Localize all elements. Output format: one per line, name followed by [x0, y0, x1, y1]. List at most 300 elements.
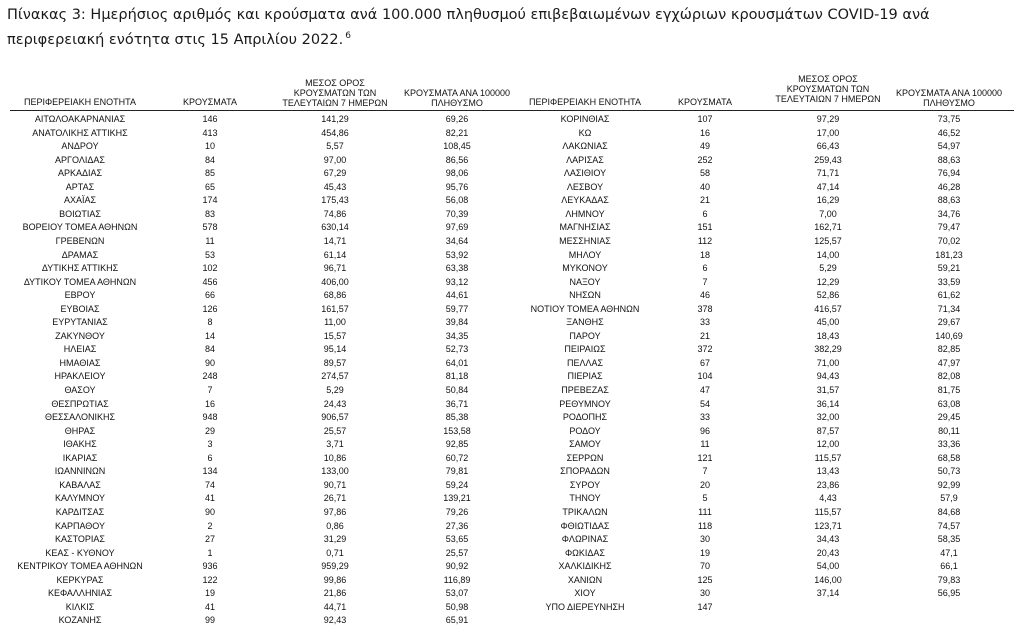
- per100k-cell: 71,34: [937, 303, 961, 314]
- header-cases-left: ΚΡΟΥΣΜΑΤΑ: [183, 97, 237, 107]
- unit-name-cell: ΠΕΙΡΑΙΩΣ: [564, 344, 606, 355]
- avg7-cell: 26,71: [323, 493, 347, 504]
- per100k-cell: 27,36: [445, 520, 469, 531]
- unit-name-cell: ΛΑΡΙΣΑΣ: [566, 154, 604, 165]
- table-row: [0, 154, 1024, 168]
- avg7-cell: 14,00: [816, 249, 840, 260]
- unit-name-cell: ΧΑΛΚΙΔΙΚΗΣ: [558, 561, 612, 572]
- per100k-cell: 56,95: [937, 588, 961, 599]
- cases-cell: 21: [699, 195, 710, 206]
- cases-cell: 118: [697, 520, 713, 531]
- cases-cell: 99: [204, 615, 215, 626]
- per100k-cell: 84,68: [937, 506, 961, 517]
- table-row: [0, 384, 1024, 398]
- table-row: [0, 113, 1024, 127]
- table-row: [0, 520, 1024, 534]
- table-row: [0, 303, 1024, 317]
- per100k-cell: 46,52: [937, 127, 961, 138]
- cases-cell: 378: [697, 303, 713, 314]
- avg7-cell: 454,86: [321, 127, 349, 138]
- unit-name-cell: ΘΑΣΟΥ: [64, 385, 96, 395]
- per100k-cell: 34,35: [445, 330, 469, 341]
- table-row: [0, 560, 1024, 574]
- avg7-cell: 161,57: [321, 303, 349, 314]
- unit-name-cell: ΘΕΣΠΡΩΤΙΑΣ: [51, 398, 109, 409]
- cases-cell: 11: [700, 439, 710, 450]
- cases-cell: 84: [204, 154, 215, 165]
- table-row: [0, 343, 1024, 357]
- avg7-cell: 37,14: [816, 588, 840, 599]
- cases-cell: 19: [204, 588, 215, 599]
- table-row: [0, 127, 1024, 141]
- avg7-cell: 146,00: [814, 574, 842, 585]
- table-row: [0, 587, 1024, 601]
- cases-cell: 41: [204, 601, 215, 612]
- per100k-cell: 93,12: [445, 276, 469, 287]
- per100k-cell: 88,63: [937, 195, 961, 206]
- table-row: [0, 181, 1024, 195]
- header-per100k-right: ΚΡΟΥΣΜΑΤΑ ΑΝΑ 100000 ΠΛΗΘΥΣΜΟ: [896, 88, 1002, 108]
- unit-name-cell: ΛΑΚΩΝΙΑΣ: [562, 141, 608, 152]
- avg7-cell: 959,29: [321, 561, 349, 572]
- avg7-cell: 71,00: [816, 357, 840, 368]
- unit-name-cell: ΑΝΑΤΟΛΙΚΗΣ ΑΤΤΙΚΗΣ: [32, 127, 128, 138]
- cases-cell: 85: [204, 168, 215, 179]
- avg7-cell: 25,57: [323, 425, 347, 436]
- avg7-cell: 34,43: [816, 534, 840, 545]
- unit-name-cell: ΜΥΚΟΝΟΥ: [562, 263, 608, 274]
- avg7-cell: 14,71: [323, 235, 347, 246]
- unit-name-cell: ΚΑΣΤΟΡΙΑΣ: [55, 534, 105, 545]
- per100k-cell: 63,38: [445, 263, 469, 274]
- unit-name-cell: ΚΑΛΥΜΝΟΥ: [54, 493, 106, 504]
- unit-name-cell: ΕΥΒΟΙΑΣ: [60, 303, 100, 314]
- per100k-cell: 58,35: [937, 534, 961, 545]
- per100k-cell: 50,73: [937, 466, 961, 477]
- unit-name-cell: ΚΟΡΙΝΘΙΑΣ: [560, 114, 610, 124]
- cases-cell: 174: [202, 195, 218, 206]
- cases-cell: 151: [697, 222, 713, 233]
- unit-name-cell: ΓΡΕΒΕΝΩΝ: [55, 235, 105, 246]
- table-row: [0, 479, 1024, 493]
- table-row: [0, 533, 1024, 547]
- avg7-cell: 0,86: [326, 520, 344, 531]
- unit-name-cell: ΠΕΛΛΑΣ: [566, 357, 604, 368]
- unit-name-cell: ΛΑΣΙΘΙΟΥ: [563, 168, 607, 179]
- table-row: [0, 330, 1024, 344]
- avg7-cell: 5,29: [326, 385, 344, 395]
- cases-cell: 27: [204, 534, 215, 545]
- table-row: [0, 601, 1024, 615]
- per100k-cell: 34,64: [445, 235, 469, 246]
- avg7-cell: 44,71: [323, 601, 347, 612]
- unit-name-cell: ΒΟΙΩΤΙΑΣ: [59, 208, 101, 219]
- avg7-cell: 21,86: [323, 588, 347, 599]
- table-row: [0, 370, 1024, 384]
- cases-cell: 65: [204, 181, 215, 192]
- avg7-cell: 5,57: [326, 141, 344, 152]
- avg7-cell: 115,57: [814, 452, 842, 463]
- unit-name-cell: ΡΕΘΥΜΝΟΥ: [559, 398, 611, 409]
- avg7-cell: 15,57: [323, 330, 347, 341]
- avg7-cell: 94,43: [816, 371, 840, 382]
- per100k-cell: 79,83: [937, 574, 961, 585]
- header-avg7-left: ΜΕΣΟΣ ΟΡΟΣ ΚΡΟΥΣΜΑΤΩΝ ΤΩΝ ΤΕΛΕΥΤΑΙΩΝ 7 ΗΜΕΡΩΝ: [282, 78, 388, 108]
- per100k-cell: 50,84: [445, 385, 469, 395]
- cases-cell: 16: [699, 127, 710, 138]
- header-per100k-left: ΚΡΟΥΣΜΑΤΑ ΑΝΑ 100000 ΠΛΗΘΥΣΜΟ: [404, 88, 510, 108]
- avg7-cell: 406,00: [321, 276, 349, 287]
- per100k-cell: 79,26: [445, 506, 469, 517]
- avg7-cell: 3,71: [326, 439, 344, 450]
- unit-name-cell: ΒΟΡΕΙΟΥ ΤΟΜΕΑ ΑΘΗΝΩΝ: [22, 222, 138, 233]
- cases-cell: 112: [697, 235, 713, 246]
- cases-cell: 104: [697, 371, 713, 382]
- unit-name-cell: ΚΑΡΔΙΤΣΑΣ: [55, 506, 105, 517]
- cases-cell: 10: [204, 141, 215, 152]
- unit-name-cell: ΚΕΑΣ - ΚΥΘΝΟΥ: [45, 547, 115, 558]
- table-row: [0, 438, 1024, 452]
- per100k-cell: 52,73: [445, 344, 469, 355]
- table-row: [0, 289, 1024, 303]
- unit-name-cell: ΜΑΓΝΗΣΙΑΣ: [559, 222, 611, 233]
- avg7-cell: 7,00: [819, 208, 837, 219]
- cases-cell: 1: [207, 547, 213, 558]
- avg7-cell: 36,14: [816, 398, 840, 409]
- cases-cell: 3: [207, 439, 213, 450]
- table-row: [0, 357, 1024, 371]
- per100k-cell: 108,45: [443, 141, 471, 152]
- per100k-cell: 29,67: [937, 317, 961, 328]
- cases-cell: 252: [697, 154, 713, 165]
- cases-cell: 54: [699, 398, 710, 409]
- table-row: [0, 547, 1024, 561]
- unit-name-cell: ΣΕΡΡΩΝ: [566, 452, 604, 463]
- avg7-cell: 12,00: [816, 439, 840, 450]
- cases-cell: 125: [697, 574, 713, 585]
- unit-name-cell: ΙΘΑΚΗΣ: [63, 439, 97, 450]
- header-unit-left: ΠΕΡΙΦΕΡΕΙΑΚΗ ΕΝΟΤΗΤΑ: [23, 97, 137, 107]
- header-rule: [10, 110, 1014, 111]
- per100k-cell: 70,39: [445, 208, 469, 219]
- avg7-cell: 92,43: [323, 615, 347, 626]
- cases-cell: 46: [699, 290, 710, 301]
- avg7-cell: 23,86: [816, 479, 840, 490]
- unit-name-cell: ΖΑΚΥΝΘΟΥ: [55, 330, 105, 341]
- cases-cell: 107: [697, 114, 713, 124]
- cases-cell: 102: [202, 263, 218, 274]
- per100k-cell: 76,94: [937, 168, 961, 179]
- cases-cell: 58: [699, 168, 710, 179]
- avg7-cell: 11,00: [324, 317, 346, 328]
- cases-cell: 7: [702, 466, 708, 477]
- avg7-cell: 18,43: [816, 330, 840, 341]
- cases-cell: 29: [204, 425, 215, 436]
- caption-text: Πίνακας 3: Ημερήσιος αριθμός και κρούσματα ανά 100.000 πληθυσμού επιβεβαιωμένων εγχώριων κρουσμάτων COVID-19 ανά περιφερειακή ενότητα στις 15 Απριλίου 2022.: [7, 7, 930, 48]
- unit-name-cell: ΥΠΟ ΔΙΕΡΕΥΝΗΣΗ: [545, 601, 625, 612]
- avg7-cell: 259,43: [814, 154, 842, 165]
- per100k-cell: 29,45: [937, 412, 961, 423]
- avg7-cell: 74,86: [323, 208, 347, 219]
- table-row: [0, 276, 1024, 290]
- unit-name-cell: ΚΟΖΑΝΗΣ: [58, 615, 102, 626]
- unit-name-cell: ΙΩΑΝΝΙΝΩΝ: [54, 466, 106, 477]
- per100k-cell: 81,75: [937, 385, 961, 395]
- per100k-cell: 57,9: [940, 493, 958, 504]
- avg7-cell: 10,86: [323, 452, 347, 463]
- cases-cell: 70: [699, 561, 710, 572]
- table-caption: [7, 5, 1017, 51]
- cases-cell: 6: [702, 208, 708, 219]
- avg7-cell: 96,71: [323, 263, 347, 274]
- cases-cell: 20: [699, 479, 710, 490]
- avg7-cell: 125,57: [814, 235, 842, 246]
- table-row: [0, 316, 1024, 330]
- avg7-cell: 141,29: [321, 114, 349, 124]
- per100k-cell: 86,56: [445, 154, 469, 165]
- per100k-cell: 70,02: [937, 235, 961, 246]
- avg7-cell: 31,57: [816, 385, 840, 395]
- cases-cell: 40: [699, 181, 710, 192]
- unit-name-cell: ΝΑΞΟΥ: [569, 276, 601, 287]
- per100k-cell: 85,38: [445, 412, 469, 423]
- per100k-cell: 54,97: [937, 141, 961, 152]
- per100k-cell: 53,92: [445, 249, 469, 260]
- cases-cell: 11: [205, 235, 215, 246]
- avg7-cell: 4,43: [819, 493, 837, 504]
- avg7-cell: 52,86: [816, 290, 840, 301]
- cases-cell: 578: [202, 222, 218, 233]
- per100k-cell: 92,85: [445, 439, 469, 450]
- table-row: [0, 235, 1024, 249]
- per100k-cell: 60,72: [445, 452, 469, 463]
- avg7-cell: 0,71: [326, 547, 344, 558]
- unit-name-cell: ΚΙΛΚΙΣ: [65, 601, 95, 612]
- avg7-cell: 5,29: [819, 263, 837, 274]
- unit-name-cell: ΗΛΕΙΑΣ: [63, 344, 97, 355]
- header-cases-right: ΚΡΟΥΣΜΑΤΑ: [678, 97, 732, 107]
- header-avg7-right: ΜΕΣΟΣ ΟΡΟΣ ΚΡΟΥΣΜΑΤΩΝ ΤΩΝ ΤΕΛΕΥΤΑΙΩΝ 7 ΗΜΕΡΩΝ: [775, 74, 881, 104]
- unit-name-cell: ΚΑΒΑΛΑΣ: [59, 479, 101, 490]
- unit-name-cell: ΚΕΡΚΥΡΑΣ: [56, 574, 104, 585]
- per100k-cell: 44,61: [445, 290, 469, 301]
- per100k-cell: 140,69: [935, 330, 963, 341]
- avg7-cell: 175,43: [321, 195, 349, 206]
- unit-name-cell: ΗΜΑΘΙΑΣ: [59, 357, 101, 368]
- unit-name-cell: ΔΡΑΜΑΣ: [61, 249, 99, 260]
- per100k-cell: 33,59: [937, 276, 961, 287]
- cases-cell: 5: [702, 493, 708, 504]
- avg7-cell: 45,00: [816, 317, 840, 328]
- per100k-cell: 95,76: [445, 181, 469, 192]
- cases-cell: 456: [202, 276, 218, 287]
- table-row: [0, 249, 1024, 263]
- table-row: [0, 425, 1024, 439]
- avg7-cell: 97,00: [323, 154, 347, 165]
- header-unit-right: ΠΕΡΙΦΕΡΕΙΑΚΗ ΕΝΟΤΗΤΑ: [528, 97, 642, 107]
- per100k-cell: 63,08: [937, 398, 961, 409]
- avg7-cell: 31,29: [323, 534, 347, 545]
- cases-cell: 16: [204, 398, 215, 409]
- table-row: [0, 452, 1024, 466]
- unit-name-cell: ΦΛΩΡΙΝΑΣ: [561, 534, 609, 545]
- per100k-cell: 74,57: [937, 520, 961, 531]
- cases-cell: 90: [204, 506, 215, 517]
- table-row: [0, 465, 1024, 479]
- cases-cell: 248: [202, 371, 218, 382]
- avg7-cell: 95,14: [323, 344, 347, 355]
- avg7-cell: 13,43: [816, 466, 840, 477]
- cases-cell: 948: [202, 412, 218, 423]
- unit-name-cell: ΛΕΥΚΑΔΑΣ: [561, 195, 609, 206]
- unit-name-cell: ΑΡΚΑΔΙΑΣ: [57, 168, 103, 179]
- table-row: [0, 262, 1024, 276]
- avg7-cell: 115,57: [814, 506, 842, 517]
- per100k-cell: 59,21: [937, 263, 961, 274]
- unit-name-cell: ΛΕΣΒΟΥ: [566, 181, 604, 192]
- unit-name-cell: ΑΡΓΟΛΙΔΑΣ: [55, 154, 105, 165]
- unit-name-cell: ΝΗΣΩΝ: [569, 290, 601, 301]
- cases-cell: 146: [202, 114, 218, 124]
- avg7-cell: 274,57: [321, 371, 349, 382]
- per100k-cell: 98,06: [445, 168, 469, 179]
- unit-name-cell: ΚΕΝΤΡΙΚΟΥ ΤΟΜΕΑ ΑΘΗΝΩΝ: [17, 561, 143, 572]
- unit-name-cell: ΦΘΙΩΤΙΔΑΣ: [560, 520, 610, 531]
- cases-cell: 147: [697, 601, 713, 612]
- unit-name-cell: ΕΒΡΟΥ: [64, 290, 96, 301]
- cases-cell: 134: [202, 466, 218, 477]
- per100k-cell: 90,92: [445, 561, 469, 572]
- avg7-cell: 99,86: [323, 574, 347, 585]
- avg7-cell: 68,86: [323, 290, 347, 301]
- per100k-cell: 79,81: [445, 466, 469, 477]
- cases-cell: 14: [204, 330, 215, 341]
- unit-name-cell: ΗΡΑΚΛΕΙΟΥ: [54, 371, 106, 382]
- cases-cell: 96: [699, 425, 710, 436]
- cases-cell: 21: [699, 330, 710, 341]
- cases-cell: 41: [204, 493, 215, 504]
- unit-name-cell: ΚΑΡΠΑΘΟΥ: [54, 520, 106, 531]
- per100k-cell: 181,23: [935, 249, 963, 260]
- avg7-cell: 54,00: [816, 561, 840, 572]
- avg7-cell: 87,57: [816, 425, 840, 436]
- per100k-cell: 47,97: [937, 357, 961, 368]
- per100k-cell: 80,11: [938, 425, 960, 436]
- per100k-cell: 59,24: [445, 479, 469, 490]
- cases-cell: 372: [697, 344, 713, 355]
- avg7-cell: 45,43: [323, 181, 347, 192]
- table-row: [0, 574, 1024, 588]
- avg7-cell: 133,00: [321, 466, 349, 477]
- unit-name-cell: ΚΕΦΑΛΛΗΝΙΑΣ: [47, 588, 113, 599]
- per100k-cell: 25,57: [445, 547, 469, 558]
- unit-name-cell: ΚΩ: [578, 127, 592, 138]
- unit-name-cell: ΕΥΡΥΤΑΝΙΑΣ: [52, 317, 108, 328]
- per100k-cell: 81,18: [445, 371, 469, 382]
- unit-name-cell: ΣΑΜΟΥ: [569, 439, 601, 450]
- cases-cell: 30: [699, 534, 710, 545]
- cases-cell: 67: [699, 357, 710, 368]
- per100k-cell: 39,84: [445, 317, 469, 328]
- unit-name-cell: ΧΙΟΥ: [574, 588, 596, 599]
- avg7-cell: 32,00: [816, 412, 840, 423]
- unit-name-cell: ΛΗΜΝΟΥ: [565, 208, 605, 219]
- unit-name-cell: ΠΑΡΟΥ: [569, 330, 601, 341]
- table-row: [0, 208, 1024, 222]
- cases-cell: 122: [202, 574, 218, 585]
- cases-cell: 8: [207, 317, 213, 328]
- avg7-cell: 67,29: [323, 168, 347, 179]
- unit-name-cell: ΧΑΝΙΩΝ: [567, 574, 603, 585]
- unit-name-cell: ΑΝΔΡΟΥ: [61, 141, 99, 152]
- cases-cell: 49: [699, 141, 710, 152]
- cases-cell: 30: [699, 588, 710, 599]
- table-row: [0, 506, 1024, 520]
- per100k-cell: 153,58: [443, 425, 471, 436]
- per100k-cell: 66,1: [940, 561, 958, 572]
- cases-cell: 2: [207, 520, 213, 531]
- per100k-cell: 53,65: [445, 534, 469, 545]
- avg7-cell: 24,43: [323, 398, 347, 409]
- cases-cell: 6: [702, 263, 708, 274]
- cases-cell: 53: [204, 249, 215, 260]
- avg7-cell: 61,14: [323, 249, 347, 260]
- table-row: [0, 140, 1024, 154]
- unit-name-cell: ΤΗΝΟΥ: [569, 493, 601, 504]
- per100k-cell: 82,21: [445, 127, 469, 138]
- unit-name-cell: ΠΙΕΡΙΑΣ: [567, 371, 603, 382]
- cases-cell: 6: [207, 452, 213, 463]
- avg7-cell: 47,14: [816, 181, 840, 192]
- cases-cell: 413: [202, 127, 218, 138]
- cases-cell: 18: [699, 249, 710, 260]
- per100k-cell: 46,28: [937, 181, 961, 192]
- cases-cell: 83: [204, 208, 215, 219]
- table-row: [0, 398, 1024, 412]
- avg7-cell: 382,29: [814, 344, 842, 355]
- avg7-cell: 97,86: [323, 506, 347, 517]
- avg7-cell: 97,29: [816, 114, 840, 124]
- avg7-cell: 89,57: [323, 357, 347, 368]
- cases-cell: 936: [202, 561, 218, 572]
- avg7-cell: 20,43: [816, 547, 840, 558]
- avg7-cell: 162,71: [814, 222, 842, 233]
- unit-name-cell: ΣΥΡΟΥ: [569, 479, 601, 490]
- avg7-cell: 630,14: [321, 222, 349, 233]
- per100k-cell: 61,62: [937, 290, 961, 301]
- per100k-cell: 59,77: [445, 303, 469, 314]
- per100k-cell: 82,85: [937, 344, 961, 355]
- unit-name-cell: ΑΧΑΪΑΣ: [63, 195, 97, 206]
- unit-name-cell: ΔΥΤΙΚΟΥ ΤΟΜΕΑ ΑΘΗΝΩΝ: [23, 276, 137, 287]
- per100k-cell: 79,47: [937, 222, 961, 233]
- avg7-cell: 66,43: [816, 141, 840, 152]
- cases-cell: 19: [699, 547, 710, 558]
- cases-cell: 33: [699, 412, 710, 423]
- cases-cell: 66: [204, 290, 215, 301]
- per100k-cell: 47,1: [940, 547, 958, 558]
- footnote-marker: 6: [345, 31, 351, 41]
- avg7-cell: 123,71: [814, 520, 842, 531]
- unit-name-cell: ΡΟΔΟΠΗΣ: [562, 412, 608, 423]
- per100k-cell: 68,58: [937, 452, 961, 463]
- per100k-cell: 73,75: [937, 114, 961, 124]
- avg7-cell: 17,00: [816, 127, 840, 138]
- unit-name-cell: ΙΚΑΡΙΑΣ: [62, 452, 98, 463]
- per100k-cell: 33,36: [937, 439, 961, 450]
- per100k-cell: 97,69: [445, 222, 469, 233]
- per100k-cell: 65,91: [445, 615, 469, 626]
